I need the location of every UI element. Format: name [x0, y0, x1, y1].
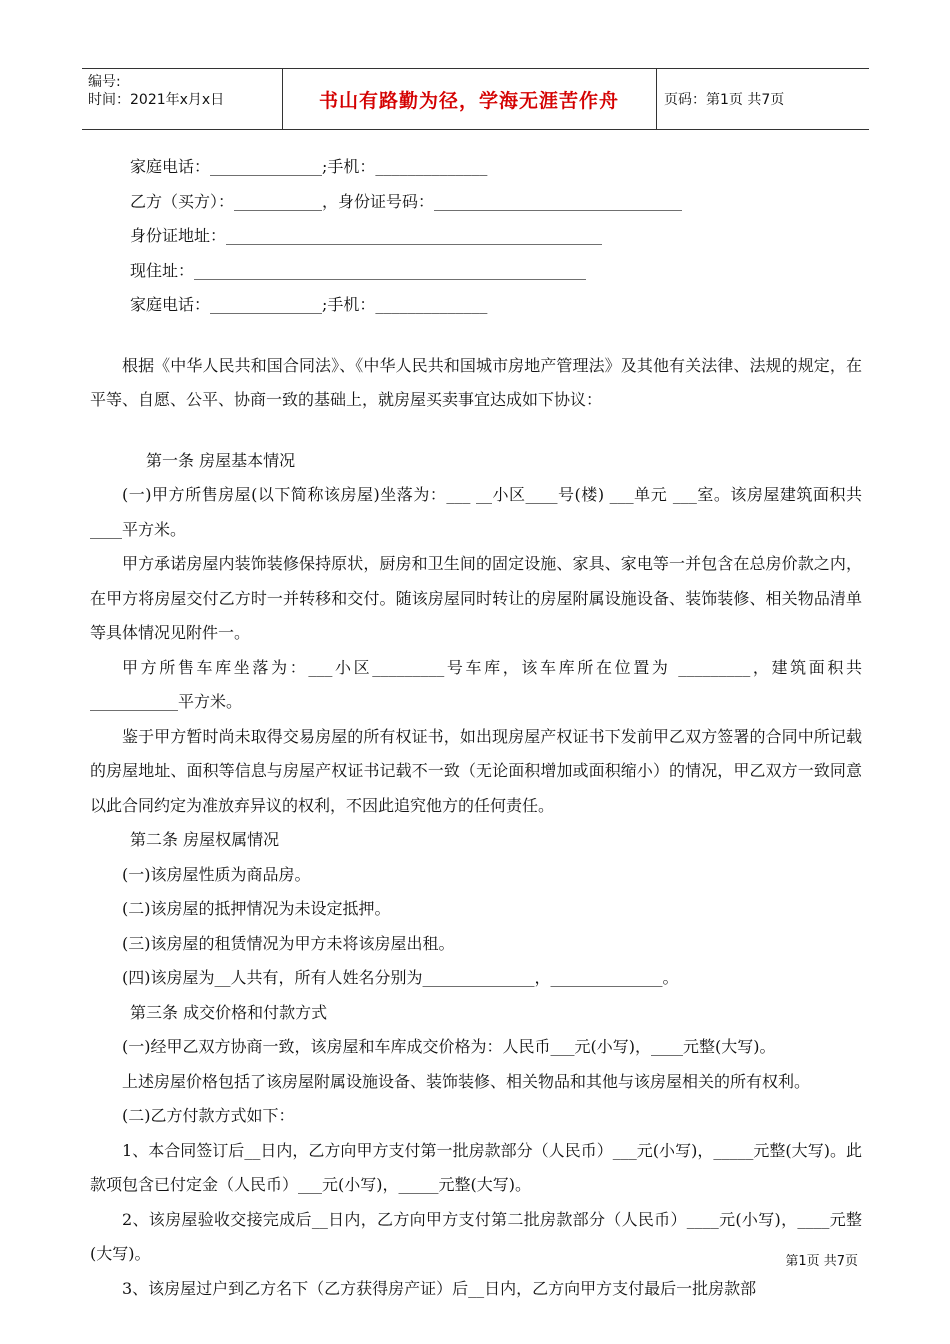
article3-clause: (二)乙方付款方式如下： [122, 1106, 295, 1125]
header-page-number: 页码：第1页 共7页 [664, 92, 785, 108]
article3-clause: (一)经甲乙双方协商一致，该房屋和车库成交价格为：人民币___元(小写)，____元整(大写)。 [122, 1037, 776, 1056]
buyer-phone-line: 家庭电话：______________;手机：______________ [130, 295, 488, 314]
spacer [90, 418, 862, 444]
spacer [90, 323, 862, 349]
article2-item: (四)该房屋为__人共有，所有人姓名分别为______________，______________。 [122, 968, 679, 987]
document-time-label: 时间：2021年x月x日 [88, 92, 225, 108]
buyer-current-address: 现住址：_________________________________________________ [130, 260, 587, 280]
article3-title: 第三条 成交价格和付款方式 [130, 1002, 328, 1022]
header-motto: 书山有路勤为径，学海无涯苦作舟 [318, 90, 619, 112]
article1-clause: 甲方承诺房屋内装饰装修保持原状，厨房和卫生间的固定设施、家具、家电等一并包含在总房价款之内，在甲方将房屋交付乙方时一并转移和交付。随该房屋同时转让的房屋附属设施设备、装饰装修、相关物品清单等具体情况见附件一。 [90, 554, 862, 642]
article2-item: (三)该房屋的租赁情况为甲方未将该房屋出租。 [122, 933, 455, 953]
document-number-label: 编号: [88, 74, 121, 90]
preamble: 根据《中华人民共和国合同法》、《中华人民共和国城市房地产管理法》及其他有关法律、法规的规定，在平等、自愿、公平、协商一致的基础上，就房屋买卖事宜达成如下协议： [90, 355, 862, 409]
seller-phone-line: 家庭电话：______________;手机：______________ [130, 157, 488, 176]
article3-clause: 2、该房屋验收交接完成后__日内，乙方向甲方支付第二批房款部分（人民币）____元(小写)，____元整(大写)。 [90, 1209, 862, 1263]
page-footer: 第1页 共7页 [785, 1254, 858, 1269]
page-header [82, 68, 869, 130]
contract-body [90, 150, 862, 1306]
header-meta [88, 73, 224, 109]
article2-item: (一)该房屋性质为商品房。 [122, 864, 311, 884]
article3-clause: 上述房屋价格包括了该房屋附属设施设备、装饰装修、相关物品和其他与该房屋相关的所有权利。 [122, 1071, 811, 1091]
header-divider [656, 69, 657, 129]
article2-title: 第二条 房屋权属情况 [130, 830, 280, 849]
article1-clause: 甲方所售车库坐落为：___小区_________号车库，该车库所在位置为 _________，建筑面积共___________平方米。 [90, 657, 862, 711]
article3-clause: 1、本合同签订后__日内，乙方向甲方支付第一批房款部分（人民币）___元(小写)，_____元整(大写)。此款项包含已付定金（人民币）___元(小写)，_____元整(大写)。 [90, 1140, 862, 1194]
article3-clause: 3、该房屋过户到乙方名下（乙方获得房产证）后__日内，乙方向甲方支付最后一批房款部 [122, 1278, 757, 1298]
buyer-id-address: 身份证地址：_______________________________________________ [130, 226, 603, 245]
article1-clause: 鉴于甲方暂时尚未取得交易房屋的所有权证书，如出现房屋产权证书下发前甲乙双方签署的合同中所记载的房屋地址、面积等信息与房屋产权证书记载不一致（无论面积增加或面积缩小）的情况，甲乙双方一致同意以此合同约定为准放弃异议的权利，不因此追究他方的任何责任。 [90, 726, 862, 815]
article1-clause: (一)甲方所售房屋(以下简称该房屋)坐落为：___ __小区____号(楼) ___单元 ___室。该房屋建筑面积共____平方米。 [90, 485, 862, 539]
article2-item: (二)该房屋的抵押情况为未设定抵押。 [122, 899, 391, 918]
article1-title: 第一条 房屋基本情况 [146, 450, 296, 470]
buyer-id-line: 乙方（买方）：___________，身份证号码：_______________________________ [130, 191, 683, 211]
header-divider [282, 69, 283, 129]
